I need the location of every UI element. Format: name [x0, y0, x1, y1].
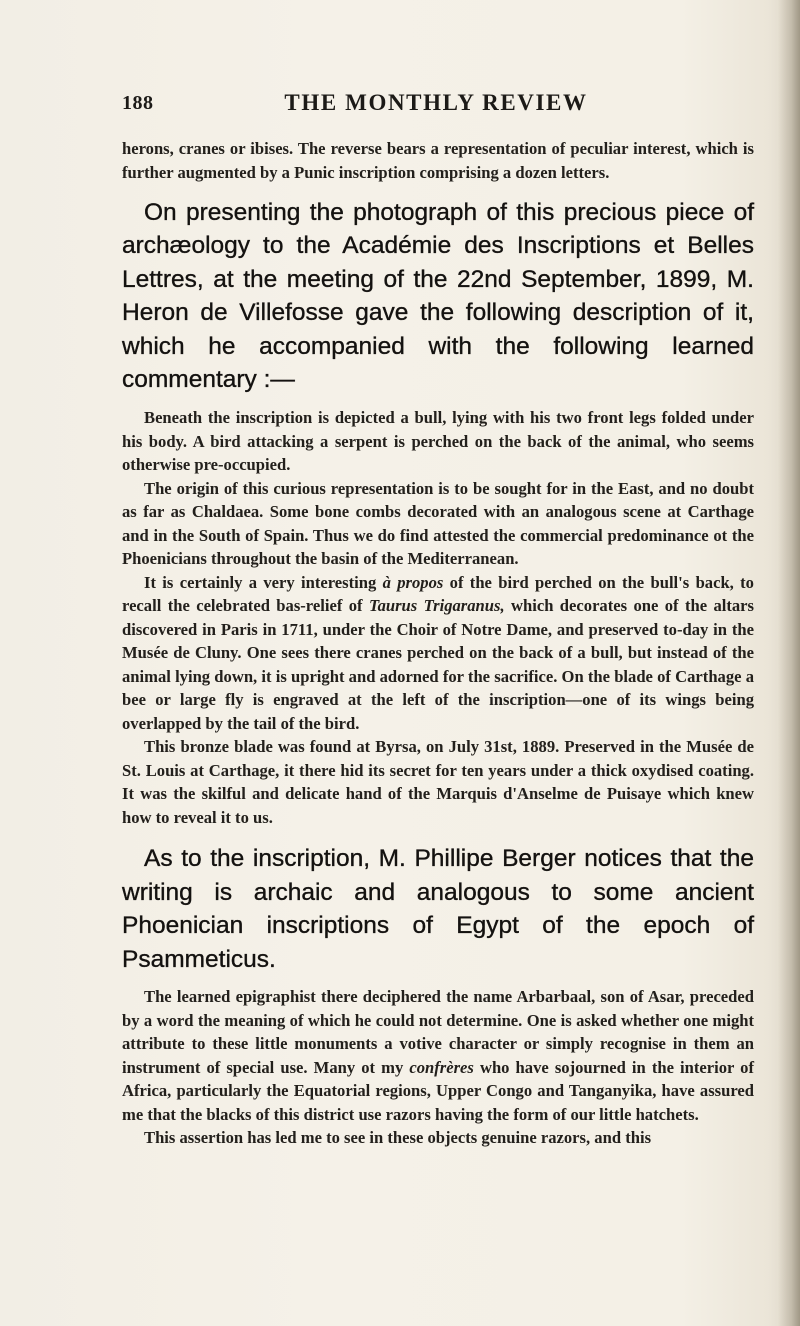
page-body: [122, 137, 754, 1150]
text-run: which decorates one of the altars discovered in Paris in 1711, under the Choir of Notre Dame, and preserved to-day in the Musée de Cluny. One sees there cranes perched on the back of a bull, but instead of the animal lying down, it is upright and adorned for the sacrifice. On the blade of Carthage a bee or large fly is engraved at the left of the inscription—one of its wings being overlapped by the tail of the bird.: [122, 596, 754, 733]
text-run: who have sojourned in the interior of Africa, particularly the Equatorial regions, Upper Congo and Tanganyika, have assured me that the blacks of this district use razors having the form of our little hatchets.: [122, 1057, 755, 1124]
paragraph-razors: This assertion has led me to see in these objects genuine razors, and this: [144, 1128, 652, 1148]
italic-phrase: à propos: [382, 572, 444, 592]
text-run: The learned epigraphist there deciphered the name Arbarbaal, son of Asar, preceded by a word the meaning of which he could not determine. One is asked whether one might attribute to these little monuments a votive character or simply recognise in them an instrument of special use. Many ot my: [122, 987, 754, 1077]
paragraph-bronze-blade: This bronze blade was found at Byrsa, on July 31st, 1889. Preserved in the Musée de St. Louis at Carthage, it there hid its secret for ten years under a thick oxydised coating. It was the skilful and delicate hand of the Marquis d'Anselme de Puisaye which knew how to reveal it to us.: [122, 737, 754, 827]
page-header: [122, 92, 750, 122]
italic-phrase: Taurus Trigaranus,: [368, 596, 505, 616]
text-run: of the bird perched on the bull's back, to recall the celebrated bas-relief of: [122, 572, 754, 616]
paragraph-taurus-trigaranus: [122, 571, 754, 736]
paragraph-bull-description: Beneath the inscription is depicted a bull, lying with his two front legs folded under his body. A bird attacking a serpent is perched on the back of the animal, who seems otherwise pre-occupied.: [122, 408, 754, 475]
paragraph-inscription-archaic: As to the inscription, M. Phillipe Berger notices that the writing is archaic and analogous to some ancient Phoenician inscriptions of Egypt of the epoch of Psammeticus.: [122, 845, 754, 973]
paragraph-continued: herons, cranes or ibises. The reverse bears a representation of peculiar interest, which is further augmented by a Punic inscription comprising a dozen letters.: [122, 139, 754, 182]
page-edge-shadow: [778, 0, 800, 1326]
running-head: THE MONTHLY REVIEW: [284, 90, 588, 115]
italic-phrase: confrères: [409, 1057, 474, 1077]
text-run: It is certainly a very interesting: [144, 572, 383, 592]
paragraph-epigraphist: [122, 985, 754, 1126]
paragraph-origin: The origin of this curious representation is to be sought for in the East, and no doubt as far as Chaldaea. Some bone combs decorated with an analogous scene at Carthage and in the South of Spain. Thus we do find attested the commercial predominance ot the Phoenicians throughout the basin of the Mediterranean.: [122, 478, 754, 569]
paragraph-presentation: On presenting the photograph of this precious piece of archæology to the Académie des Inscriptions et Belles Lettres, at the meeting of the 22nd September, 1899, M. Heron de Villefosse gave the following description of it, which he accompanied with the following learned commentary :—: [122, 199, 754, 394]
page-number: 188: [122, 92, 154, 114]
